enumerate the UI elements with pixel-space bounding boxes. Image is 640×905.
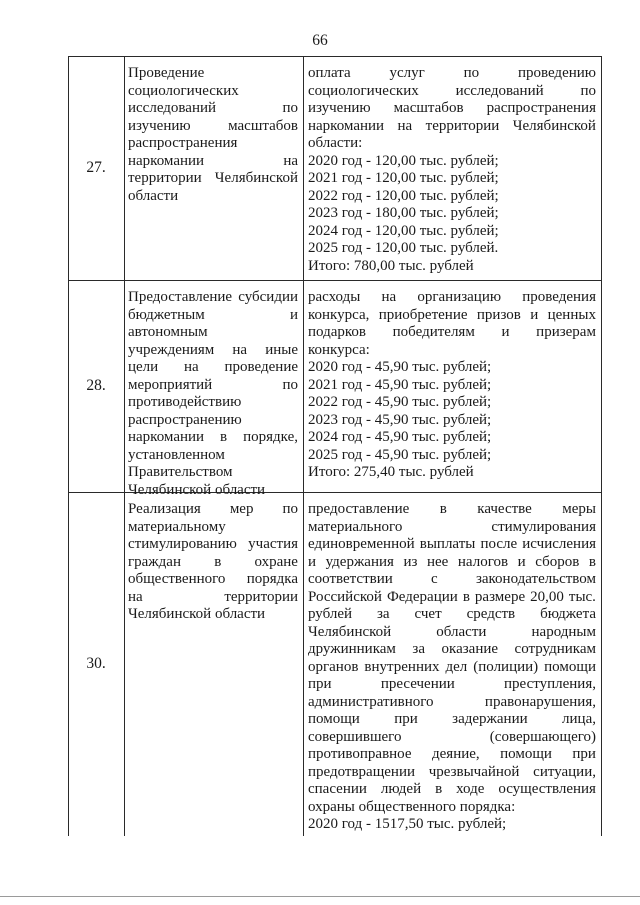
text-line — [308, 729, 596, 747]
word: ситуации, — [533, 763, 596, 780]
text-line — [128, 589, 298, 607]
text-line — [308, 764, 596, 782]
word: задержании — [452, 711, 528, 727]
word: проведение — [224, 359, 298, 375]
measure-description — [308, 501, 596, 834]
text-line — [308, 83, 596, 101]
word: счет — [414, 606, 442, 622]
word: социологических — [308, 82, 419, 99]
text-line: автономным — [128, 324, 208, 340]
text-line — [308, 746, 596, 764]
word: приобретение — [378, 306, 468, 323]
text-line — [128, 342, 298, 360]
word: рублей — [308, 606, 353, 622]
word: за — [412, 641, 426, 657]
word: и — [289, 306, 298, 323]
measure-description — [308, 65, 596, 275]
word: и — [308, 553, 317, 570]
word: бюджета — [540, 606, 596, 622]
word: наркомании — [308, 117, 385, 134]
word: области — [436, 623, 487, 640]
text-line — [308, 536, 596, 554]
text-line — [128, 501, 298, 519]
word: услуг — [389, 65, 425, 81]
word: в — [439, 501, 447, 517]
word: лица, — [562, 711, 596, 727]
text-line — [308, 659, 596, 677]
word: предоставление — [308, 501, 410, 517]
word: чрезвычайной — [428, 763, 520, 780]
word: оплата — [308, 65, 351, 81]
word: на — [232, 341, 248, 358]
word: законодательством — [475, 571, 596, 587]
text-line: 2024 год - 45,90 тыс. рублей; — [308, 429, 492, 445]
word: внутренних — [364, 658, 440, 675]
word: в — [588, 553, 596, 570]
text-line — [308, 694, 596, 712]
word: стимулирования — [491, 518, 596, 535]
measure-name — [128, 289, 298, 499]
page-number: 66 — [312, 32, 328, 49]
word: при — [308, 676, 332, 692]
text-line — [308, 676, 596, 694]
word: масштабов — [393, 100, 464, 116]
word: административного — [308, 693, 434, 710]
text-line — [128, 571, 298, 589]
word: изучению — [308, 100, 371, 116]
word: и — [501, 324, 510, 340]
word: спасении — [308, 781, 367, 797]
word: 20,00 — [530, 588, 564, 605]
word: по — [282, 376, 298, 393]
word: размере — [474, 588, 526, 605]
word: мер — [229, 501, 254, 517]
text-line: Итого: 780,00 тыс. рублей — [308, 257, 474, 274]
text-line — [308, 100, 596, 118]
word: нее — [427, 553, 449, 570]
word: в — [462, 588, 470, 605]
word: охране — [254, 553, 298, 570]
word: победителям — [392, 324, 475, 340]
word: осуществления — [498, 781, 596, 797]
word: Челябинской — [512, 117, 596, 134]
word: совершившего — [308, 728, 402, 745]
word: сотрудникам — [514, 641, 596, 657]
word: единовременной — [308, 536, 415, 552]
text-line: 2023 год - 45,90 тыс. рублей; — [308, 411, 492, 428]
word: (совершающего) — [489, 728, 596, 745]
text-line — [308, 519, 596, 537]
text-line — [308, 711, 596, 729]
word: Российской — [308, 588, 382, 605]
word: при — [394, 711, 418, 727]
text-line — [308, 571, 596, 589]
word: проведению — [517, 65, 596, 81]
text-line — [128, 429, 298, 447]
word: изучению — [128, 117, 191, 134]
word: исследований — [128, 100, 217, 116]
text-line — [308, 307, 596, 325]
text-line: Правительством — [128, 464, 233, 480]
text-line — [308, 65, 596, 83]
word: противоправное — [308, 746, 412, 762]
text-line: 2021 год - 45,90 тыс. рублей; — [308, 376, 492, 393]
word: порядке, — [243, 429, 298, 445]
word: расходы — [308, 289, 361, 305]
measure-name — [128, 501, 298, 624]
word: качестве — [477, 501, 532, 517]
word: участия — [248, 536, 298, 552]
text-line — [308, 501, 596, 519]
word: из — [403, 553, 418, 570]
word: оказание — [441, 641, 499, 657]
word: исследований — [455, 82, 544, 99]
text-line: распространению — [128, 411, 242, 428]
word: на — [128, 588, 143, 605]
word: учреждениям — [128, 341, 215, 358]
text-line — [128, 359, 298, 377]
table-row — [68, 56, 602, 280]
word: налогов — [457, 553, 509, 570]
word: ценных — [547, 306, 596, 323]
word: помощи — [500, 746, 552, 762]
text-line: охраны общественного порядка: — [308, 798, 516, 815]
word: народным — [531, 623, 596, 640]
word: с — [431, 571, 438, 587]
word: мероприятий — [128, 376, 213, 393]
word: по — [463, 65, 480, 81]
text-line — [308, 781, 596, 799]
text-line — [308, 606, 596, 624]
text-line — [128, 100, 298, 118]
text-line: 2021 год - 120,00 тыс. рублей; — [308, 170, 499, 186]
word: при — [572, 746, 596, 762]
word: исчисления — [522, 536, 596, 552]
word: людей — [380, 781, 422, 797]
word: граждан — [128, 553, 181, 570]
word: стимулированию — [128, 536, 237, 552]
word: призерам — [536, 324, 596, 340]
word: средств — [466, 606, 516, 622]
text-line — [308, 624, 596, 642]
word: цели — [128, 359, 159, 375]
word: меры — [562, 501, 596, 517]
word: материального — [308, 518, 403, 535]
word: и — [517, 553, 526, 570]
word: подарков — [308, 324, 366, 340]
row-number: 27. — [86, 159, 106, 176]
text-line — [128, 170, 298, 188]
word: на — [184, 359, 199, 375]
text-line — [128, 289, 298, 307]
word: сборов — [535, 553, 580, 570]
word: в — [214, 553, 222, 570]
word: дел — [445, 658, 468, 675]
word: на — [397, 117, 413, 134]
word: в — [220, 429, 228, 445]
text-line — [308, 641, 596, 659]
text-line: области: — [308, 135, 363, 151]
word: деяние, — [432, 746, 480, 762]
word: общественного — [128, 571, 226, 587]
word: помощи — [544, 658, 596, 675]
text-line — [128, 554, 298, 572]
text-line: установленном — [128, 446, 225, 463]
text-line: Челябинской области — [128, 481, 266, 498]
text-line — [128, 118, 298, 136]
text-line: 2020 год - 120,00 тыс. рублей; — [308, 152, 499, 169]
word: бюджетным — [128, 306, 205, 323]
word: предотвращении — [308, 763, 416, 780]
word: наркомании — [128, 152, 205, 169]
word: удержания — [325, 553, 394, 570]
word: масштабов — [228, 117, 298, 134]
text-line — [308, 118, 596, 136]
text-line: 2022 год - 120,00 тыс. рублей; — [308, 187, 499, 204]
word: территории — [128, 170, 202, 186]
word: призов — [476, 306, 521, 323]
word: и — [530, 306, 539, 323]
word: по — [282, 501, 298, 517]
word: Реализация — [128, 501, 201, 517]
word: порядка — [246, 571, 298, 587]
word: Челябинской — [308, 623, 392, 640]
table-row — [68, 492, 602, 836]
word: Федерации — [386, 588, 458, 605]
measure-name — [128, 65, 298, 205]
text-line: 2020 год - 1517,50 тыс. рублей; — [308, 816, 507, 832]
word: территории — [425, 117, 500, 134]
text-line: противодействию — [128, 394, 242, 410]
text-line — [308, 289, 596, 307]
measures-table — [68, 56, 602, 836]
word: Челябинской — [214, 170, 298, 186]
word: ходе — [456, 781, 485, 797]
word: правонарушения, — [484, 693, 596, 710]
word: на — [381, 289, 397, 305]
text-line: 2025 год - 120,00 тыс. рублей. — [308, 240, 499, 256]
text-line: 2024 год - 120,00 тыс. рублей; — [308, 222, 499, 239]
text-line: 2023 год - 180,00 тыс. рублей; — [308, 205, 499, 221]
word: конкурса, — [308, 306, 370, 323]
word: по — [282, 100, 298, 116]
text-line: 2020 год - 45,90 тыс. рублей; — [308, 359, 492, 375]
word: организацию — [417, 289, 502, 305]
row-number: 28. — [86, 377, 106, 394]
measure-description — [308, 289, 596, 482]
word: дружинникам — [308, 641, 396, 657]
text-line: Проведение — [128, 65, 205, 81]
text-line: социологических — [128, 82, 239, 99]
text-line: Итого: 275,40 тыс. рублей — [308, 464, 474, 480]
word: органов — [308, 658, 359, 675]
row-number: 30. — [86, 655, 106, 672]
text-line: конкурса: — [308, 341, 370, 358]
word: за — [376, 606, 390, 622]
word: субсидии — [238, 289, 298, 305]
word: после — [480, 536, 518, 552]
text-line — [308, 554, 596, 572]
word: (полиции) — [473, 658, 539, 675]
word: Предоставление — [128, 289, 233, 305]
word: распространения — [486, 100, 596, 116]
text-line: распространения — [128, 135, 238, 151]
word: иные — [265, 341, 298, 358]
text-line: материальному — [128, 518, 226, 535]
text-line: 2022 год - 45,90 тыс. рублей; — [308, 394, 492, 410]
word: выплаты — [419, 536, 476, 552]
text-line — [308, 324, 596, 342]
text-line: Челябинской области — [128, 606, 266, 622]
word: пресечении — [380, 676, 455, 692]
word: проведения — [522, 289, 596, 305]
word: наркомании — [128, 429, 205, 445]
text-line — [128, 153, 298, 171]
word: территории — [224, 588, 298, 605]
text-line — [128, 536, 298, 554]
table-row — [68, 280, 602, 498]
text-line: 2025 год - 45,90 тыс. рублей; — [308, 446, 492, 463]
text-line — [128, 307, 298, 325]
text-line: области — [128, 187, 179, 204]
word: тыс. — [568, 588, 596, 605]
text-line — [128, 377, 298, 395]
word: помощи — [308, 711, 360, 727]
word: преступления, — [504, 676, 596, 692]
text-line — [308, 589, 596, 607]
word: соответствии — [308, 571, 393, 587]
page-bottom-rule — [0, 896, 640, 897]
word: по — [580, 82, 596, 99]
word: на — [283, 152, 298, 169]
word: в — [435, 781, 443, 797]
